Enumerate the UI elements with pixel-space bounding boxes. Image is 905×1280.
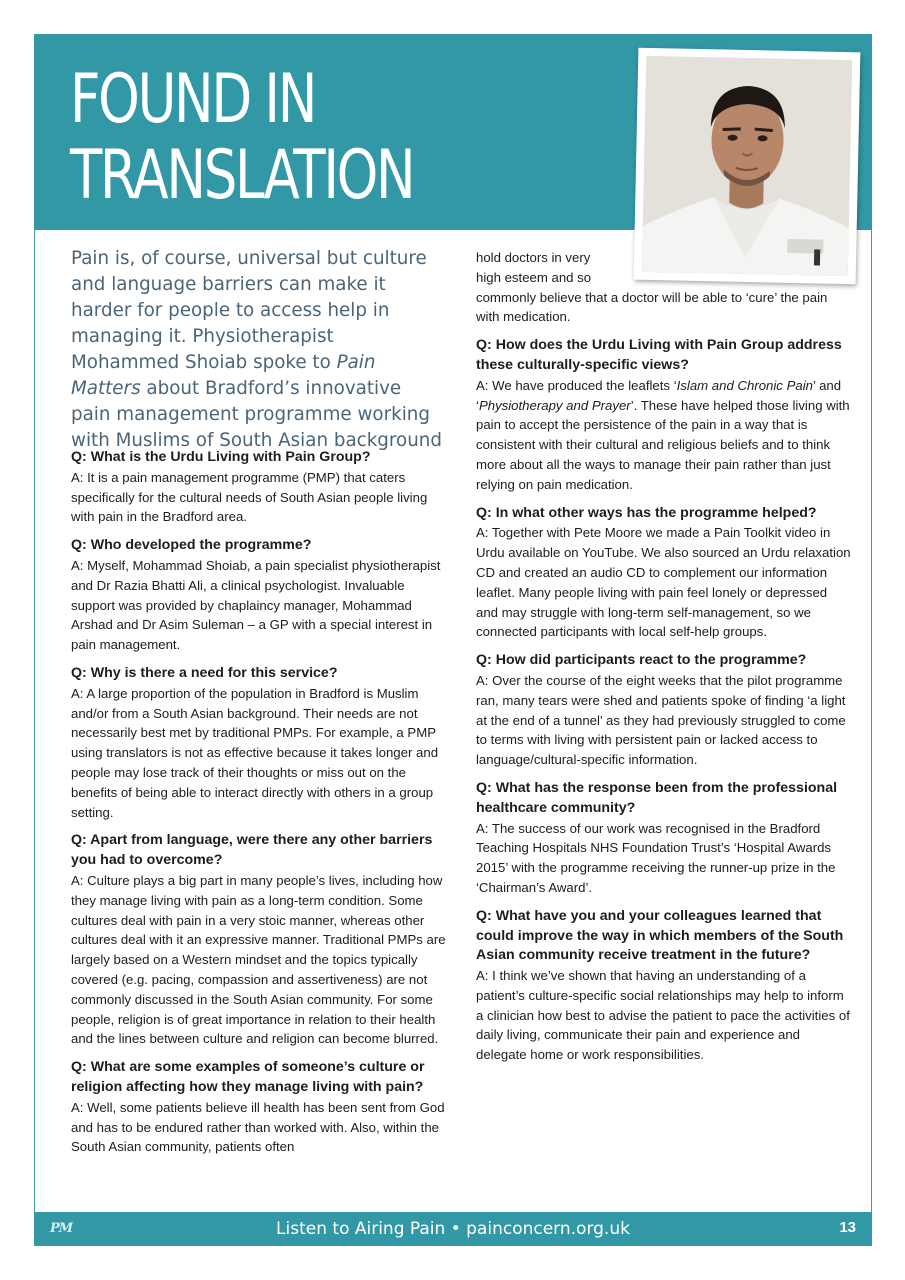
question: Q: In what other ways has the programme helped? [476, 504, 817, 521]
answer: A: A large proportion of the population in Bradford is Muslim and/or from a South Asian background. Their needs are not necessarily best met by traditional PMPs. For example, a PMP using translators is not as effective because it takes longer and people may lose track of their thoughts or miss out on the benefits of being able to interact directly with others in a group setting. [71, 685, 439, 820]
question: Q: What have you and your colleagues learned that could improve the way in which members of the South Asian community receive treatment in the future? [476, 907, 844, 964]
question: Q: Why is there a need for this service? [71, 664, 338, 681]
answer: A: It is a pain management programme (PMP) that caters specifically for the cultural needs of South Asian people living with pain in the Bradford area. [71, 469, 428, 525]
leaflet-title: Islam and Chronic Pain [676, 377, 813, 393]
footer-tagline: Listen to Airing Pain • painconcern.org.uk [276, 1219, 630, 1239]
right-column [476, 248, 851, 1074]
answer-text: ’ and ‘ [476, 377, 842, 413]
intro-standfirst [71, 246, 443, 454]
answer: A: Over the course of the eight weeks that the pilot programme ran, many tears were shed and patients spoke of finding ‘a light at the end of a tunnel’ as they had previously struggled to come to terms with living with persistent pain or lacked access to language/cultural-specific information. [476, 672, 846, 768]
answer: A: I think we’ve shown that having an understanding of a patient’s culture-specific social relationships may help to inform a clinician how best to advise the patient to pace the activities of daily living, communicate their pain and experience and delegate home or work responsibilities. [476, 968, 850, 1063]
continuation-text: commonly believe that a doctor will be able to ‘cure’ the pain with medication. [476, 289, 828, 325]
intro-publication-name: Pain Matters [71, 352, 376, 399]
portrait-illustration [642, 56, 852, 276]
intro-text-2: about Bradford’s innovative pain management programme working with Muslims of South Asian background [71, 378, 442, 451]
answer: A: Well, some patients believe ill health has been sent from God and has to be endured rather than worked with. Also, within the South Asian community, patients often [71, 1099, 445, 1155]
page-number: 13 [839, 1219, 856, 1236]
question: Q: What has the response been from the professional healthcare community? [476, 779, 838, 816]
intro-text-1: Pain is, of course, universal but culture and language barriers can make it harder for people to access help in managing it. Physiotherapist Mohammed Shoiab spoke to [71, 248, 427, 373]
answer: A: Together with Pete Moore we made a Pain Toolkit video in Urdu available on YouTube. We also sourced an Urdu relaxation CD and created an audio CD to complement our information leaflet. Many people living with pain feel lonely or depressed and may struggle with long-term self-management, so we connected participants with local self-help groups. [476, 525, 851, 640]
question: Q: How does the Urdu Living with Pain Group address these culturally-specific views? [476, 337, 842, 373]
question: Q: What is the Urdu Living with Pain Group? [71, 449, 371, 465]
page-footer [34, 1212, 872, 1246]
question: Q: How did participants react to the programme? [476, 652, 807, 669]
question: Q: Apart from language, were there any other barriers you had to overcome? [71, 832, 433, 869]
title-line-2: TRANSLATION [70, 136, 414, 215]
portrait-photo [642, 56, 852, 276]
answer: A: Myself, Mohammad Shoiab, a pain specialist physiotherapist and Dr Razia Bhatti Ali, a clinical psychologist. Invaluable support was provided by chaplaincy manager, Mohammad Arshad and Dr Asim Suleman – a GP with a special interest in pain management. [71, 557, 441, 653]
leaflet-title: Physiotherapy and Prayer [478, 397, 631, 413]
continuation-text-narrow: hold doctors in very high esteem and so [476, 250, 592, 285]
title-line-1: FOUND IN [70, 60, 316, 139]
answer [476, 376, 851, 495]
question: Q: What are some examples of someone’s culture or religion affecting how they manage living with pain? [71, 1059, 425, 1095]
question: Q: Who developed the programme? [71, 537, 312, 554]
answer-text: A: We have produced the leaflets ‘ [476, 377, 677, 393]
pain-matters-logo: PM [50, 1221, 73, 1236]
left-column [71, 448, 446, 1166]
page-title [70, 62, 413, 214]
answer-text: ’. These have helped those living with pain to accept the persistence of the pain in a way that is consistent with their cultural and religious beliefs and to think more about all the ways to manage their pain rather than just relying on pain medication. [476, 397, 850, 492]
answer: A: The success of our work was recognised in the Bradford Teaching Hospitals NHS Foundation Trust’s ‘Hospital Awards 2015’ with the programme receiving the runner-up prize in the ‘Chairman’s Award’. [476, 820, 836, 895]
answer: A: Culture plays a big part in many people’s lives, including how they manage living with pain as a long-term condition. Some cultures deal with pain in a very stoic manner, whereas other cultures deal with it an expressive manner. Traditional PMPs are largely based on a Western mindset and the topics typically covered (e.g. pacing, compassion and assertiveness) are not commonly discussed in the South Asian community. For some people, religion is of great importance in relation to their health and the lines between culture and religion can become blurred. [71, 872, 446, 1047]
